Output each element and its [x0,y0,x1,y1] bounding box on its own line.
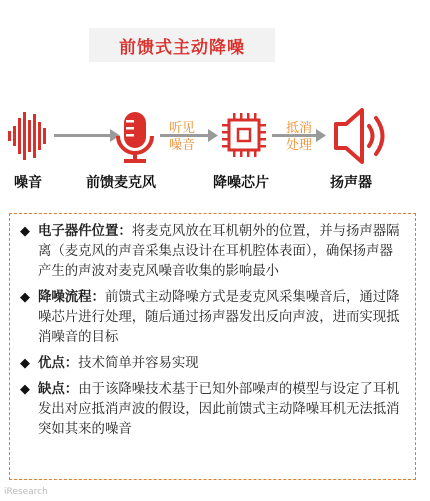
arrow-label-hear-line1: 听见 [168,121,195,136]
diamond-bullet-icon: ◆ [20,224,30,239]
arrow-label-hear [162,120,202,154]
chip-label: 降噪芯片 [213,175,269,191]
signal-flow-diagram [0,100,430,200]
speaker-icon [336,110,383,162]
arrow-label-cancel-line2: 处理 [285,138,312,153]
diamond-bullet-icon: ◆ [20,356,30,371]
list-item [20,288,405,348]
chip-icon [222,113,266,157]
item-text: 将麦克风放在耳机朝外的位置，并与扬声器隔离（麦克风的声音采集点设计在耳机腔体表面），确保扬声器产生的声波对麦克风噪音收集的影响最小 [38,224,400,279]
list-item [20,354,405,374]
noise-waveform-icon [8,112,46,160]
arrow-label-hear-line2: 噪音 [168,138,195,153]
item-key: 电子器件位置： [38,224,132,239]
mic-label: 前馈麦克风 [86,175,156,191]
arrow-noise-to-mic [54,129,120,142]
page-title: 前馈式主动降噪 [89,28,275,62]
arrow-label-cancel [279,120,319,154]
list-item [20,380,405,440]
diamond-bullet-icon: ◆ [20,290,30,305]
arrow-label-cancel-line1: 抵消 [285,121,312,136]
item-text: 由于该降噪技术基于已知外部噪声的模型与设定了耳机发出对应抵消声波的假设，因此前馈式主动降噪耳机无法抵消突如其来的噪音 [38,382,400,437]
item-key: 优点： [38,356,79,371]
noise-label: 噪音 [14,175,42,191]
item-text: 前馈式主动降噪方式是麦克风采集噪音后，通过降噪芯片进行处理，随后通过扬声器发出反向声波，进而实现抵消噪音的目标 [38,290,400,345]
microphone-icon [118,112,152,163]
item-key: 降噪流程： [38,290,105,305]
list-item [20,222,405,282]
item-key: 缺点： [38,382,79,397]
item-text: 技术简单并容易实现 [78,356,199,371]
speaker-label: 扬声器 [330,175,372,191]
watermark: iResearch [4,487,48,497]
description-box [9,213,416,480]
diamond-bullet-icon: ◆ [20,382,30,397]
